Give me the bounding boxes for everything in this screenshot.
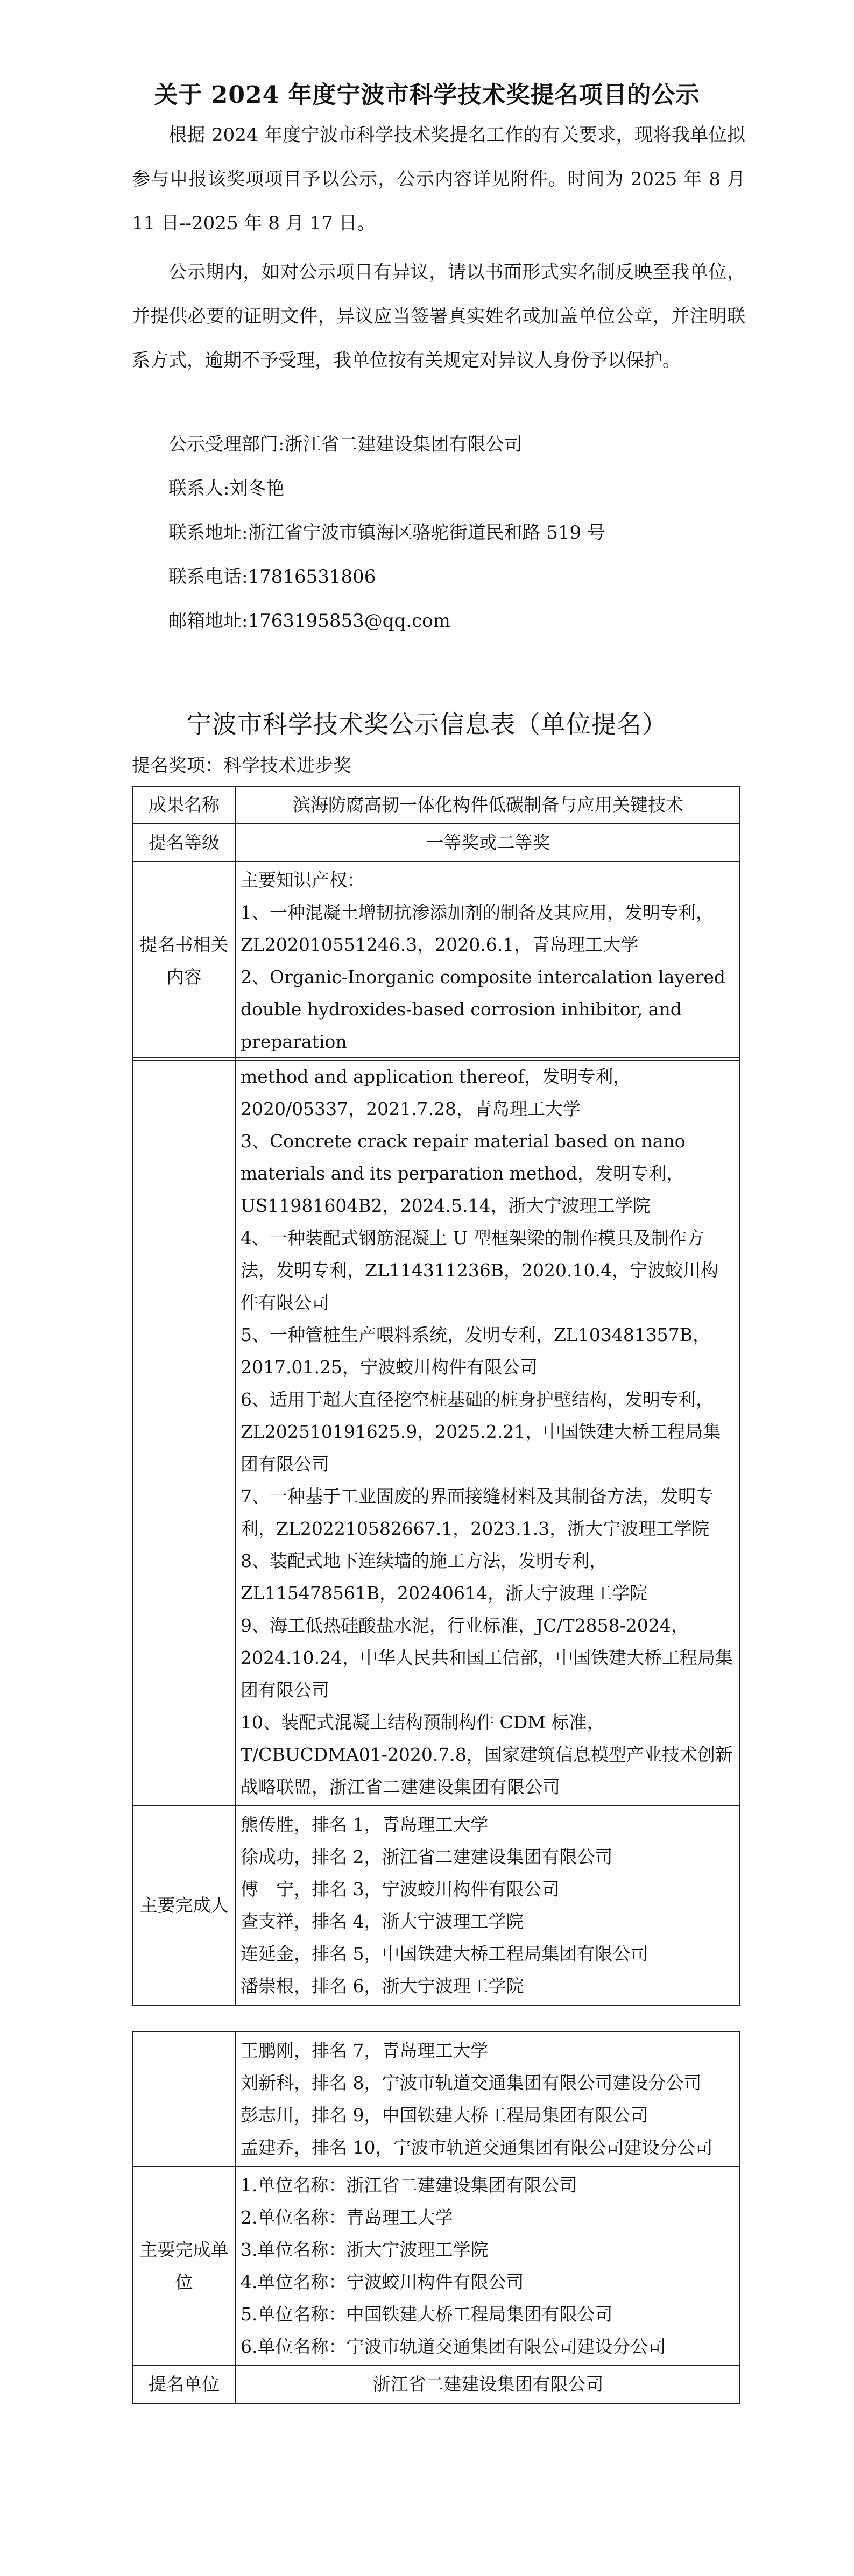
achievement-label: 成果名称 bbox=[132, 786, 236, 824]
notice-paragraph-1: 根据 2024 年度宁波市科学技术奖提名工作的有关要求，现将我单位拟参与申报该奖项项目予以公示，公示内容详见附件。时间为 2025 年 8 月 11 日--2025 年 8 月 17 日。 bbox=[132, 124, 745, 234]
content-line: 2、Organic-Inorganic composite intercalation layered double hydroxides-based corrosion inhibitor, and preparation bbox=[241, 966, 725, 1052]
content-cell bbox=[236, 862, 739, 1061]
form-title: 宁波市科学技术奖公示信息表（单位提名） bbox=[187, 710, 667, 739]
table-row bbox=[132, 2032, 739, 2166]
contact-phone: 联系电话:17816531806 bbox=[168, 566, 376, 588]
content-line: 10、装配式混凝土结构预制构件 CDM 标准，T/CBUCDMA01-2020.7.8，国家建筑信息模型产业技术创新战略联盟，浙江省二建建设集团有限公司 bbox=[241, 1712, 733, 1797]
units-cell bbox=[236, 2166, 739, 2366]
person-line: 潘崇根，排名 6，浙大宁波理工学院 bbox=[241, 1975, 524, 1996]
content-line: method and application thereof，发明专利，2020/05337，2021.7.28，青岛理工大学 bbox=[241, 1066, 631, 1119]
people-label-empty bbox=[132, 2032, 236, 2166]
person-line: 彭志川，排名 9，中国铁建大桥工程局集团有限公司 bbox=[241, 2105, 648, 2126]
people-cell bbox=[236, 1806, 739, 2005]
units-label: 主要完成单位 bbox=[132, 2166, 236, 2366]
prize-line: 提名奖项：科学技术进步奖 bbox=[132, 755, 351, 777]
person-line: 熊传胜，排名 1，青岛理工大学 bbox=[241, 1814, 489, 1835]
contact-person: 联系人:刘冬艳 bbox=[168, 478, 285, 499]
contact-dept: 公示受理部门:浙江省二建建设集团有限公司 bbox=[168, 434, 523, 455]
people-cell-cont bbox=[236, 2032, 739, 2166]
contact-block bbox=[168, 422, 605, 643]
person-line: 查支祥，排名 4，浙大宁波理工学院 bbox=[241, 1911, 524, 1932]
notice-title: 关于 2024 年度宁波市科学技术奖提名项目的公示 bbox=[154, 81, 700, 109]
unit-line: 2.单位名称：青岛理工大学 bbox=[241, 2207, 453, 2228]
content-label: 提名书相关内容 bbox=[132, 862, 236, 1061]
content-line: 6、适用于超大直径挖空桩基础的桩身护壁结构，发明专利，ZL202510191625.9，2025.2.21，中国铁建大桥工程局集团有限公司 bbox=[241, 1389, 721, 1474]
table-row bbox=[132, 824, 739, 862]
info-table-part-2 bbox=[132, 1057, 740, 2006]
people-label: 主要完成人 bbox=[132, 1806, 236, 2005]
nominator-value: 浙江省二建建设集团有限公司 bbox=[236, 2366, 739, 2403]
table-row bbox=[132, 786, 739, 824]
person-line: 连延金，排名 5，中国铁建大桥工程局集团有限公司 bbox=[241, 1943, 648, 1964]
person-line: 徐成功，排名 2，浙江省二建建设集团有限公司 bbox=[241, 1846, 613, 1867]
info-table-part-1 bbox=[132, 786, 740, 1061]
achievement-value: 滨海防腐高韧一体化构件低碳制备与应用关键技术 bbox=[236, 786, 739, 824]
content-line: 8、装配式地下连续墙的施工方法，发明专利，ZL115478561B，20240614，浙大宁波理工学院 bbox=[241, 1550, 648, 1604]
unit-line: 4.单位名称：宁波蛟川构件有限公司 bbox=[241, 2271, 524, 2292]
person-line: 刘新科，排名 8，宁波市轨道交通集团有限公司建设分公司 bbox=[241, 2072, 702, 2093]
content-line: 主要知识产权： bbox=[241, 870, 365, 891]
grade-value: 一等奖或二等奖 bbox=[236, 824, 739, 862]
person-line: 傅 宁，排名 3，宁波蛟川构件有限公司 bbox=[241, 1879, 560, 1900]
nominator-label: 提名单位 bbox=[132, 2366, 236, 2403]
content-line: 1、一种混凝土增韧抗渗添加剂的制备及其应用，发明专利，ZL202010551246.3，2020.6.1，青岛理工大学 bbox=[241, 902, 714, 955]
notice-paragraph-2: 公示期内，如对公示项目有异议，请以书面形式实名制反映至我单位，并提供必要的证明文件，异议应当签署真实姓名或加盖单位公章，并注明联系方式，逾期不予受理，我单位按有关规定对异议人身份予以保护。 bbox=[132, 262, 745, 371]
content-label-empty bbox=[132, 1058, 236, 1806]
unit-line: 3.单位名称：浙大宁波理工学院 bbox=[241, 2239, 489, 2260]
contact-address: 联系地址:浙江省宁波市镇海区骆驼街道民和路 519 号 bbox=[168, 522, 605, 544]
content-line: 7、一种基于工业固废的界面接缝材料及其制备方法，发明专利，ZL202210582667.1，2023.1.3，浙大宁波理工学院 bbox=[241, 1486, 714, 1539]
table-row bbox=[132, 2366, 739, 2403]
unit-line: 5.单位名称：中国铁建大桥工程局集团有限公司 bbox=[241, 2304, 613, 2325]
table-row bbox=[132, 2166, 739, 2366]
person-line: 王鹏刚，排名 7，青岛理工大学 bbox=[241, 2040, 489, 2061]
info-table-part-3 bbox=[132, 2031, 740, 2404]
grade-label: 提名等级 bbox=[132, 824, 236, 862]
table-row bbox=[132, 1058, 739, 1806]
table-row bbox=[132, 862, 739, 1061]
content-line: 5、一种管桩生产喂料系统，发明专利，ZL103481357B，2017.01.25，宁波蛟川构件有限公司 bbox=[241, 1324, 711, 1378]
content-line: 4、一种装配式钢筋混凝土 U 型框架梁的制作模具及制作方法，发明专利，ZL114311236B，2020.10.4，宁波蛟川构件有限公司 bbox=[241, 1227, 719, 1313]
unit-line: 1.单位名称：浙江省二建建设集团有限公司 bbox=[241, 2175, 577, 2196]
person-line: 孟建乔，排名 10，宁波市轨道交通集团有限公司建设分公司 bbox=[241, 2137, 713, 2158]
table-row bbox=[132, 1806, 739, 2005]
contact-email: 邮箱地址:1763195853@qq.com bbox=[168, 610, 450, 632]
content-line: 9、海工低热硅酸盐水泥，行业标准，JC/T2858-2024，2024.10.24，中华人民共和国工信部，中国铁建大桥工程局集团有限公司 bbox=[241, 1615, 733, 1700]
content-cell-cont bbox=[236, 1058, 739, 1806]
content-line: 3、Concrete crack repair material based on nano materials and its perparation method，发明专利，US11981604B2，2024.5.14，浙大宁波理工学院 bbox=[241, 1131, 686, 1216]
unit-line: 6.单位名称：宁波市轨道交通集团有限公司建设分公司 bbox=[241, 2336, 666, 2357]
